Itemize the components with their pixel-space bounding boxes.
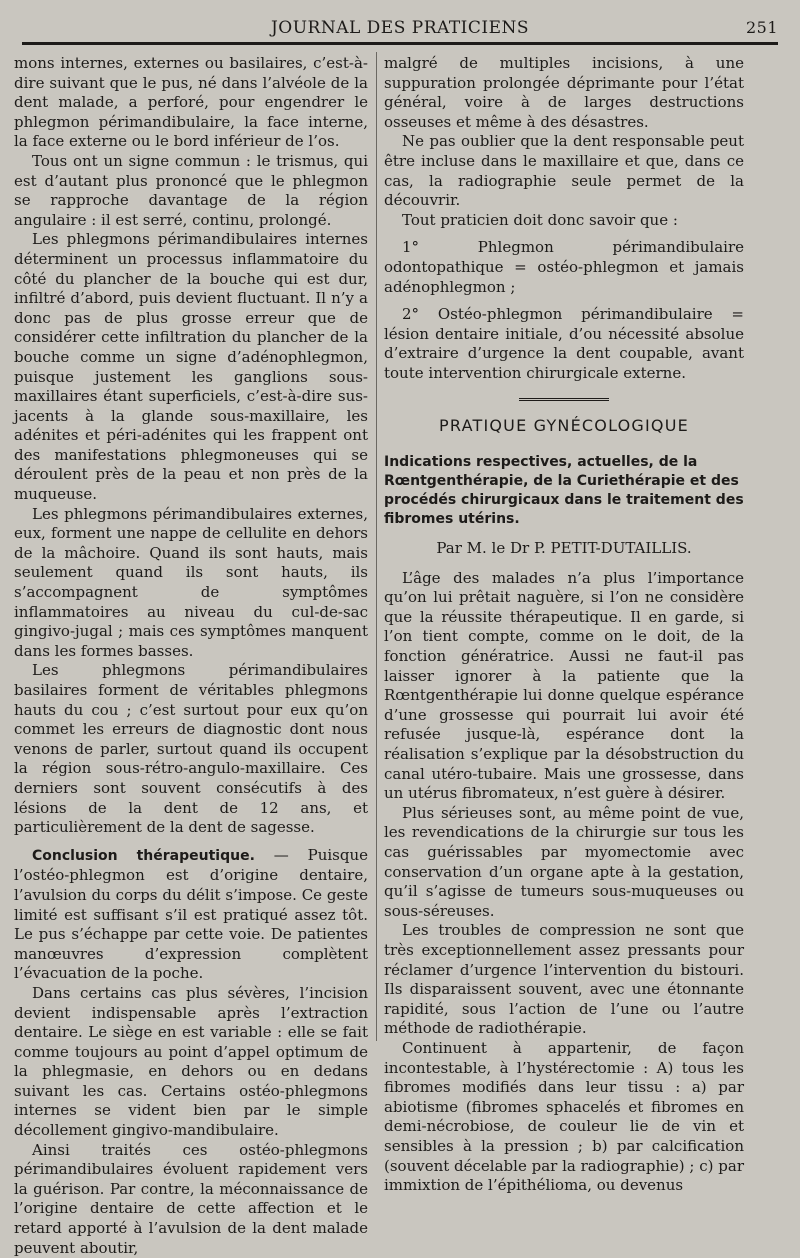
column-divider [376,52,377,1041]
paragraph: Tout praticien doit donc savoir que : [402,210,678,229]
paragraph: Les phlegmons périmandibulaires internes déterminent un processus inflammatoire du côté du plancher de la bouche qui est dur, infiltré d’abord, puis devient fluctuant. Il n’y a donc pas de plus grosse erreur que de considérer cette infiltration du plancher de la bouche comme un signe d’adénophlegmon, puisque justement les ganglions sous-maxillaires étant superficiels, c’est-à-dire sus-jacents à la glande sous-maxillaire, les adénites et péri-adénites qui les frappent ont des manifestations phlegmoneuses qui se déroulent près de la peau et non près de la muqueuse. [14,230,368,504]
list-item: 1° Phlegmon périmandibulaire odontopathique = ostéo-phlegmon et jamais adénophlegmon ; [384,238,744,296]
paragraph: Continuent à appartenir, de façon incontestable, à l’hystérectomie : A) tous les fibromes modifiés dans leur tissu : a) par abiotisme (fibromes sphacelés et fibromes en demi-nécrobiose, de couleur lie de vin et sensibles à la pression ; b) par calcification (souvent décelable par la radiographie) ; c) par immixtion de l’épithélioma, ou devenus [384,1038,744,1195]
right-column [384,54,744,1195]
paragraph: L’âge des malades n’a plus l’importance qu’on lui prêtait naguère, si l’on ne considère que la réussite thérapeutique. Il en garde, si l’on tient compte, comme on le doit, de la fonction génératrice. Aussi ne faut-il pas laisser ignorer à la patiente que la Rœntgenthérapie lui donne quelque espérance d’une grossesse qui pourrait lui avoir été refusée jusque-là, espérance dont la réalisation s’explique par la désobstruction du canal utéro-tubaire. Mais une grossesse, dans un utérus fibromateux, n’est guère à désirer. [384,568,744,803]
paragraph: mons internes, externes ou basilaires, c’est-à-dire suivant que le pus, né dans l’alvéole de la dent malade, a perforé, pour engendrer le phlegmon périmandibulaire, la face interne, la face externe ou le bord inférieur de l’os. [14,54,368,151]
left-column [14,54,368,1257]
header-rule [22,42,778,45]
paragraph: Les phlegmons périmandibulaires externes, eux, forment une nappe de cellulite en dehors de la mâchoire. Quand ils sont hauts, mais seulement quand ils sont hauts, ils s’accompagnent de symptômes inflammatoires au niveau du cul-de-sac gingivo-jugal ; mais ces symptômes manquent dans les formes basses. [14,504,368,660]
conclusion-heading: Conclusion thérapeutique. [32,847,255,864]
paragraph: Les phlegmons périmandibulaires basilaires forment de véritables phlegmons hauts du cou ; c’est surtout pour eux qu’on commet les erreurs de diagnostic dont nous venons de parler, surtout quand ils occupent la région sous-rétro-angulo-maxillaire. Ces derniers sont souvent consécutifs à des lésions de la dent de 12 ans, et particulièrement de la dent de sagesse. [14,661,368,837]
paragraph: malgré de multiples incisions, à une suppuration prolongée déprimante pour l’état général, voire à de larges destructions osseuses et même à des désastres. [384,54,744,131]
paragraph: Tous ont un signe commun : le trismus, qui est d’autant plus prononcé que le phlegmon se rapproche davantage de la région angulaire : il est serré, continu, prolongé. [14,151,368,229]
conclusion-paragraph [14,846,368,984]
paragraph: Ne pas oublier que la dent responsable peut être incluse dans le maxillaire et que, dans ce cas, la radiographie seule permet de la découvrir. [384,132,744,210]
running-head [22,18,778,40]
page-number: 251 [745,18,778,37]
article-title: Indications respectives, actuelles, de la Rœntgenthérapie, de la Curiethérapie et des procédés chirurgicaux dans le traitement des fibromes utérins. [384,454,744,528]
journal-title: JOURNAL DES PRATICIENS [270,18,530,38]
list-item: 2° Ostéo-phlegmon périmandibulaire = lésion dentaire initiale, d’ou nécessité absolue d’extraire d’urgence la dent coupable, avant toute intervention chirurgicale externe. [384,305,744,382]
section-title: PRATIQUE GYNÉCOLOGIQUE [439,415,689,435]
paragraph: Plus sérieuses sont, au même point de vue, les revendications de la chirurgie sur tous les cas guérissables par myomectomie avec conservation d’un organe apte à la gestation, qu’il s’agisse de tumeurs sous-muqueuses ou sous-séreuses. [384,803,744,920]
conclusion-text: — Puisque l’ostéo-phlegmon est d’origine dentaire, l’avulsion du corps du délit s’impose. Ce geste limité est suffisant s’il est pratiqué assez tôt. Le pus s’échappe par cette voie. De patientes manœuvres d’expression complètent l’évacuation de la poche. [14,845,368,983]
paragraph: Dans certains cas plus sévères, l’incision devient indispensable après l’extraction dentaire. Le siège en est variable : elle se fait comme toujours au point d’appel optimum de la phlegmasie, en dehors ou en dedans suivant les cas. Certains ostéo-phlegmons internes se vident bien par le simple décollement gingivo-mandibulaire. [14,983,368,1140]
section-rule [519,398,609,404]
paragraph: Les troubles de compression ne sont que très exceptionnellement assez pressants pour réclamer d’urgence l’intervention du bistouri. Ils disparaissent souvent, avec une étonnante rapidité, sous l’action de l’une ou l’autre méthode de radiothérapie. [384,921,744,1038]
article-byline: Par M. le Dr P. PETIT-DUTAILLIS. [436,539,692,558]
paragraph: Ainsi traités ces ostéo-phlegmons périmandibulaires évoluent rapidement vers la guérison. Par contre, la méconnaissance de l’origine dentaire de cette affection et le retard apporté à l’avulsion de la dent malade peuvent aboutir, [14,1140,368,1257]
